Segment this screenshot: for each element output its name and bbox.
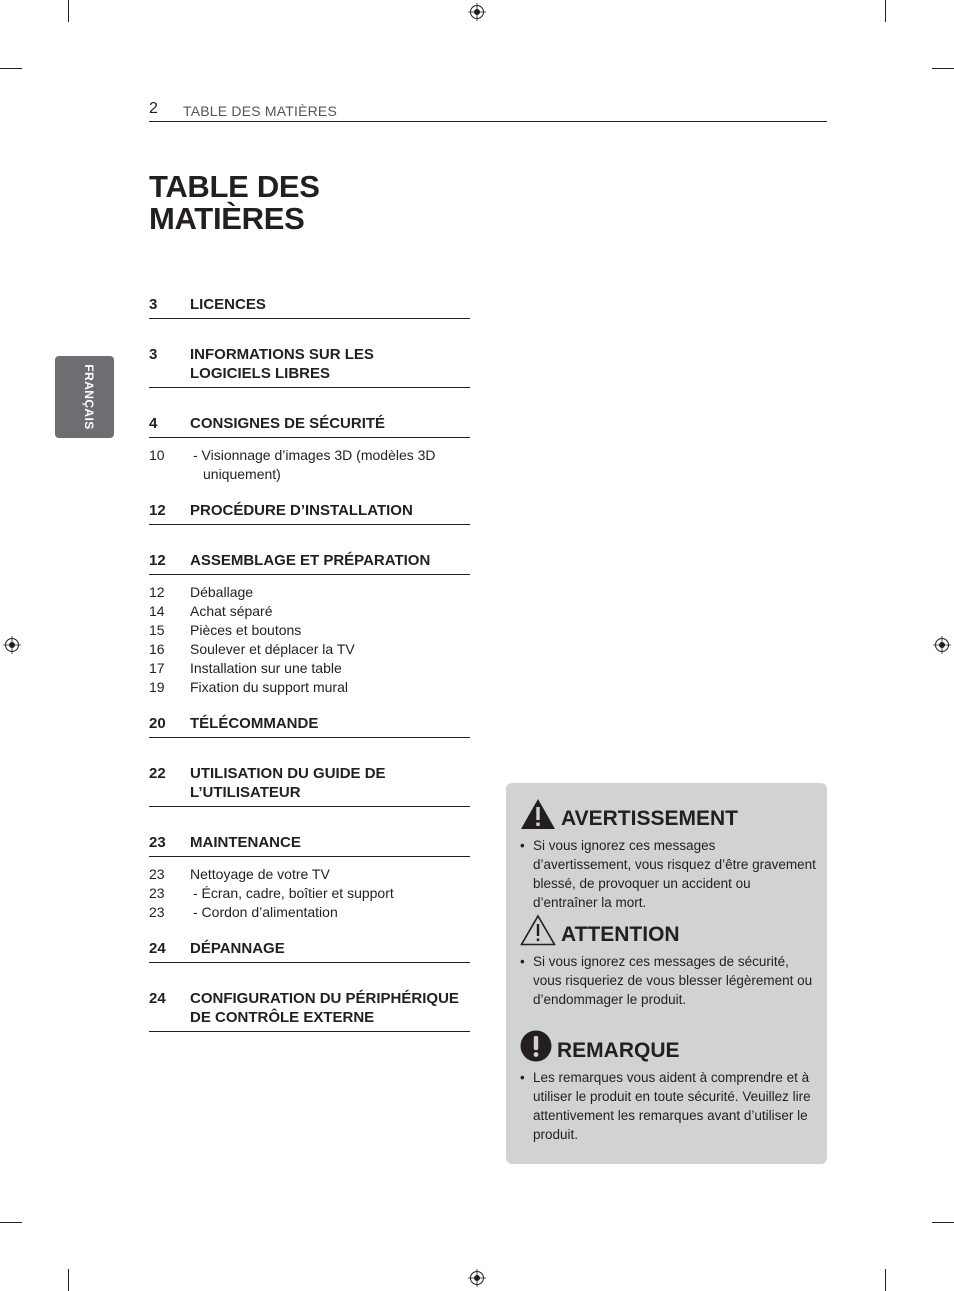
warning-notice (520, 796, 816, 912)
toc-subsection-list (149, 583, 470, 697)
toc-subsection-title: Pièces et boutons (190, 622, 302, 638)
toc-section[interactable] (149, 551, 470, 575)
crop-mark (0, 1222, 22, 1223)
warning-text: • Si vous ignorez ces messages d’avertissement, vous risquez d’être gravement blessé, de provoquer un accident ou d’entraîner la mort. (520, 836, 816, 912)
toc-subsection-list (149, 865, 470, 922)
note-label: REMARQUE (557, 1039, 680, 1062)
safety-notice-box (506, 783, 827, 1164)
toc-page-number: 12 (149, 584, 165, 600)
toc-page-number: 24 (149, 990, 166, 1007)
toc-subsection-title: - Écran, cadre, boîtier et support (193, 885, 394, 901)
toc-subsection-title: Déballage (190, 584, 254, 600)
toc-section-title: CONSIGNES DE SÉCURITÉ (190, 415, 386, 432)
toc-page-number: 16 (149, 641, 165, 657)
crop-mark (932, 68, 954, 69)
toc-subsection[interactable] (149, 659, 470, 678)
toc-page-number: 23 (149, 904, 165, 920)
table-of-contents (149, 295, 470, 1040)
toc-page-number: 22 (149, 765, 166, 782)
toc-section[interactable] (149, 414, 470, 438)
toc-page-number: 3 (149, 346, 158, 363)
note-notice (520, 1028, 816, 1144)
note-text: • Les remarques vous aident à comprendre et à utiliser le produit en toute sécurité. Veuillez lire attentivement les remarques avant d’utiliser le produit. (520, 1068, 816, 1144)
toc-section-title: CONFIGURATION DU PÉRIPHÉRIQUE DE CONTRÔLE EXTERNE (190, 990, 459, 1026)
toc-subsection[interactable] (149, 583, 470, 602)
registration-mark-icon (468, 3, 486, 21)
crop-mark (68, 1269, 69, 1291)
toc-section[interactable] (149, 295, 470, 319)
language-tab-label: FRANÇAIS (82, 364, 96, 430)
warning-label: AVERTISSEMENT (561, 807, 738, 830)
toc-subsection[interactable] (149, 640, 470, 659)
toc-subsection-list (149, 446, 470, 484)
toc-page-number: 12 (149, 502, 166, 519)
toc-page-number: 19 (149, 679, 165, 695)
crop-mark (885, 0, 886, 22)
toc-page-number: 15 (149, 622, 165, 638)
toc-page-number: 17 (149, 660, 165, 676)
toc-section-title: PROCÉDURE D’INSTALLATION (190, 502, 413, 519)
toc-section-title: UTILISATION DU GUIDE DE L’UTILISATEUR (190, 765, 386, 801)
toc-page-number: 23 (149, 834, 166, 851)
warning-triangle-outline-icon (520, 914, 556, 946)
registration-mark-icon (933, 636, 951, 654)
page-title-line-2: MATIÈRES (149, 201, 305, 236)
toc-page-number: 4 (149, 415, 158, 432)
toc-section[interactable] (149, 989, 470, 1032)
caution-label: ATTENTION (561, 923, 680, 946)
language-tab (55, 356, 114, 438)
toc-page-number: 23 (149, 866, 165, 882)
crop-mark (885, 1269, 886, 1291)
toc-subsection-title: Soulever et déplacer la TV (190, 641, 355, 657)
toc-subsection-title: Nettoyage de votre TV (190, 866, 330, 882)
warning-triangle-filled-icon (520, 798, 556, 830)
toc-subsection[interactable] (149, 621, 470, 640)
toc-page-number: 24 (149, 940, 166, 957)
toc-section[interactable] (149, 501, 470, 525)
toc-section[interactable] (149, 714, 470, 738)
header-rule (149, 121, 827, 122)
page-title (149, 171, 320, 235)
toc-page-number: 12 (149, 552, 166, 569)
toc-page-number: 23 (149, 885, 165, 901)
caution-notice (520, 912, 816, 1009)
toc-section[interactable] (149, 764, 470, 807)
toc-section[interactable] (149, 833, 470, 857)
toc-subsection-title: - Visionnage d’images 3D (modèles 3D uniquement) (193, 447, 436, 482)
toc-section-title: ASSEMBLAGE ET PRÉPARATION (190, 552, 431, 569)
toc-subsection[interactable] (149, 602, 470, 621)
exclamation-circle-icon (520, 1030, 552, 1062)
toc-section-title: LICENCES (190, 296, 266, 313)
toc-subsection[interactable] (149, 903, 470, 922)
toc-subsection-title: Fixation du support mural (190, 679, 348, 695)
crop-mark (68, 0, 69, 22)
page-number: 2 (149, 100, 158, 117)
toc-section-title: TÉLÉCOMMANDE (190, 715, 319, 732)
toc-subsection[interactable] (149, 865, 470, 884)
toc-page-number: 10 (149, 447, 165, 463)
toc-subsection-title: Installation sur une table (190, 660, 342, 676)
crop-mark (0, 68, 22, 69)
registration-mark-icon (3, 636, 21, 654)
toc-section[interactable] (149, 345, 470, 388)
toc-subsection[interactable] (149, 678, 470, 697)
toc-subsection[interactable] (149, 446, 470, 484)
running-header: TABLE DES MATIÈRES (183, 103, 338, 119)
toc-section-title: DÉPANNAGE (190, 940, 285, 957)
toc-page-number: 14 (149, 603, 165, 619)
caution-text: • Si vous ignorez ces messages de sécurité, vous risqueriez de vous blesser légèrement ou d’endommager le produit. (520, 952, 816, 1009)
toc-subsection-title: Achat séparé (190, 603, 273, 619)
registration-mark-icon (468, 1269, 486, 1287)
toc-page-number: 3 (149, 296, 158, 313)
toc-page-number: 20 (149, 715, 166, 732)
toc-section[interactable] (149, 939, 470, 963)
toc-subsection[interactable] (149, 884, 470, 903)
toc-section-title: MAINTENANCE (190, 834, 301, 851)
toc-section-title: INFORMATIONS SUR LES LOGICIELS LIBRES (190, 346, 374, 382)
crop-mark (932, 1222, 954, 1223)
toc-subsection-title: - Cordon d’alimentation (193, 904, 338, 920)
page-title-line-1: TABLE DES (149, 169, 320, 204)
